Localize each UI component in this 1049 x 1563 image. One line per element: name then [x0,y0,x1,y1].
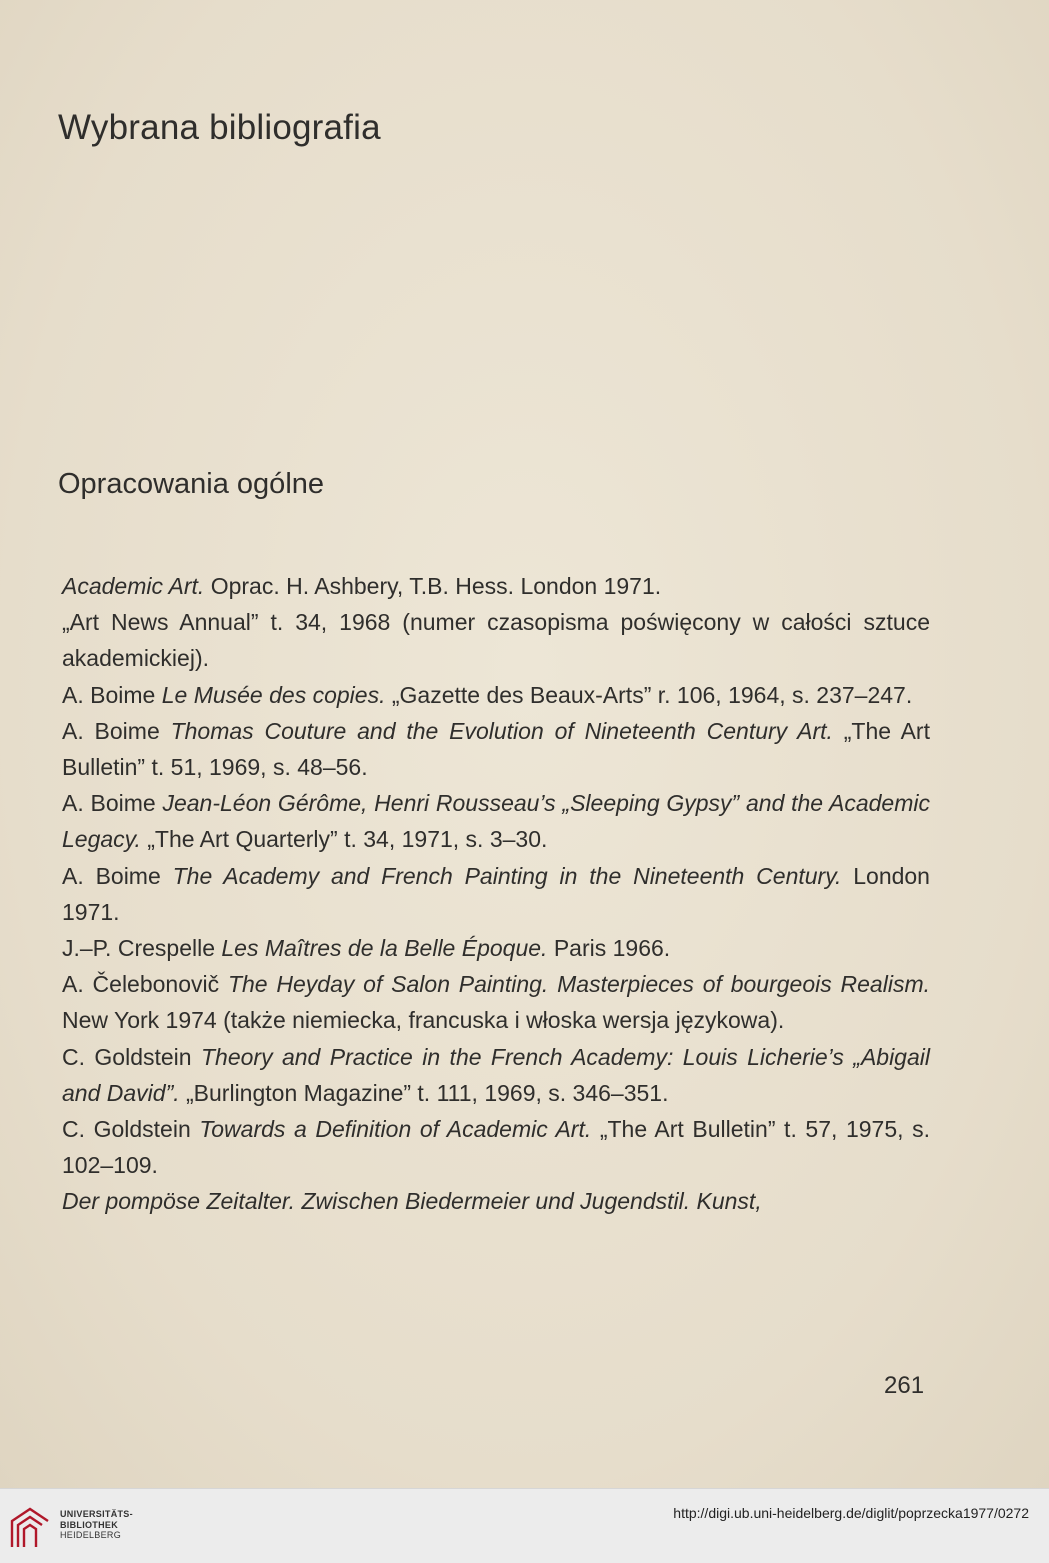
bibliography-list [62,568,930,1220]
logo-line-3: HEIDELBERG [60,1530,122,1540]
source-url[interactable]: http://digi.ub.uni-heidelberg.de/diglit/poprzecka1977/0272 [673,1505,1029,1521]
bibliography-entry [62,858,930,930]
entry-title-italic: Thomas Couture and the Evolution of Nineteenth Century Art. [170,717,833,744]
bibliography-entry [62,1183,930,1219]
entry-title-italic: Theory and Practice in the French Academy: Louis Licherie’s „Abigail and David”. [62,1043,930,1106]
entry-text: „Gazette des Beaux-Arts” r. 106, 1964, s. 237–247. [385,681,913,708]
bibliography-entry [62,930,930,966]
entry-text: „The Art Quarterly” t. 34, 1971, s. 3–30. [140,826,548,853]
entry-title-italic: Academic Art. [62,573,205,599]
page-title: Wybrana bibliografia [58,108,381,147]
entry-text: New York 1974 (także niemiecka, francuska i włoska wersja językowa). [62,1007,785,1034]
entry-title-italic: Les Maîtres de la Belle Époque. [221,935,548,962]
bibliography-entry [62,568,930,604]
entry-text: A. Boime [62,681,162,708]
entry-text: J.–P. Crespelle [62,935,222,962]
library-logo-icon [8,1501,52,1551]
entry-text: A. Boime [62,717,171,744]
entry-text: „The Art Bulletin” t. 57, 1975, s. 102–109. [62,1116,931,1179]
bibliography-entry [62,966,930,1038]
bibliography-entry [62,785,930,857]
entry-text: Oprac. H. Ashbery, T.B. Hess. London 1971. [204,573,662,599]
entry-text: A. Boime [62,790,163,817]
bibliography-entry [62,677,930,713]
section-title: Opracowania ogólne [58,468,325,500]
entry-text: C. Goldstein [62,1043,201,1070]
entry-title-italic: Jean-Léon Gérôme, Henri Rousseau’s „Sleeping Gypsy” and the Academic Legacy. [62,790,930,853]
footer-bar [0,1488,1049,1563]
entry-title-italic: The Heyday of Salon Painting. Masterpieces of bourgeois Realism. [227,971,930,998]
logo-line-2: BIBLIOTHEK [60,1519,118,1530]
entry-title-italic: The Academy and French Painting in the Nineteenth Century. [172,862,842,889]
entry-title-italic: Le Musée des copies. [161,681,386,708]
entry-title-italic: Der pompöse Zeitalter. Zwischen Biedermeier und Jugendstil. Kunst, [62,1188,762,1215]
bibliography-entry [62,604,930,676]
entry-title-italic: Towards a Definition of Academic Art. [199,1116,592,1143]
bibliography-entry [62,713,930,785]
bibliography-entry [62,1111,930,1183]
library-logo-text [60,1509,133,1541]
entry-text: „Burlington Magazine” t. 111, 1969, s. 346–351. [179,1079,669,1106]
entry-text: „The Art Bulletin” t. 51, 1969, s. 48–56. [62,717,930,781]
entry-text: A. Boime [62,862,173,889]
entry-text: London 1971. [62,862,930,925]
entry-text: „Art News Annual” t. 34, 1968 (numer czasopisma poświęcony w całości sztuce akademickiej). [62,609,930,672]
entry-text: C. Goldstein [62,1116,200,1143]
entry-text: Paris 1966. [547,935,671,962]
page-number: 261 [884,1372,925,1399]
bibliography-entry [62,1039,930,1111]
entry-text: A. Čelebonovič [62,971,228,998]
logo-line-1: UNIVERSITÄTS- [60,1509,133,1519]
